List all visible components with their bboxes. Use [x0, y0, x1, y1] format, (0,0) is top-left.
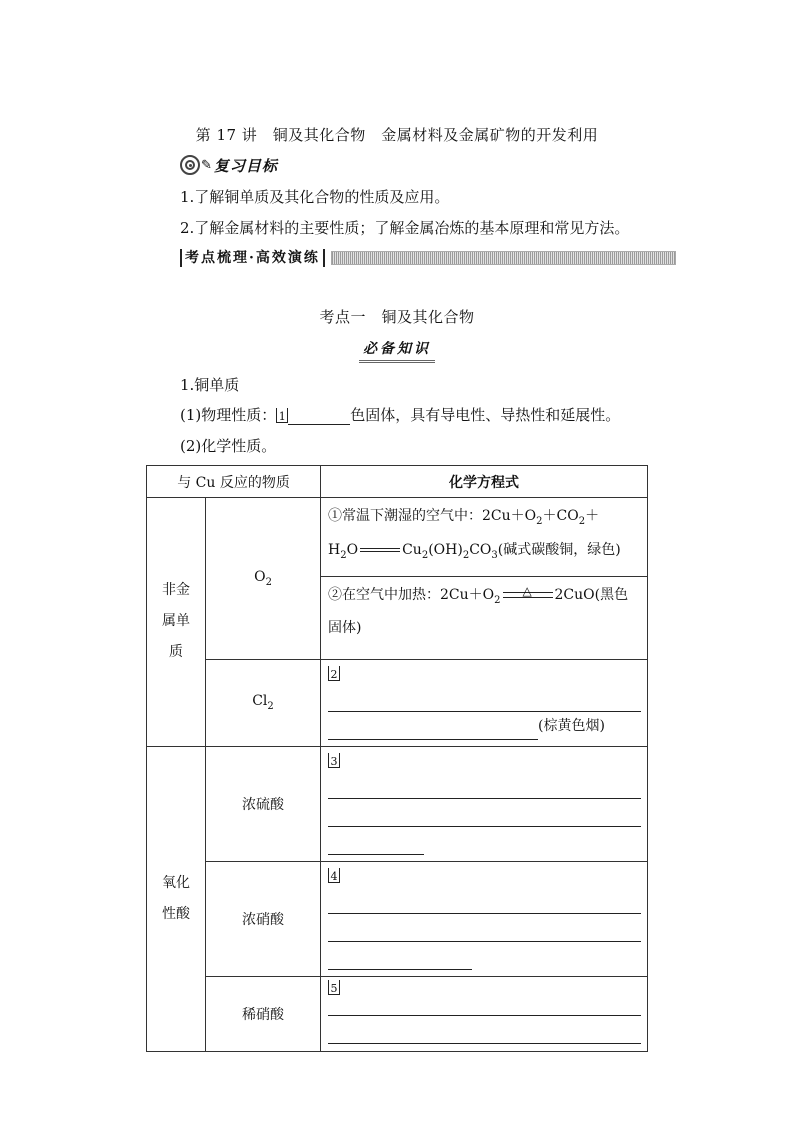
group-nonmetal — [147, 498, 206, 747]
band-pattern — [331, 251, 676, 265]
physical-suffix: 色固体，具有导电性、导热性和延展性。 — [350, 406, 621, 424]
page-title: 第 17 讲 铜及其化合物 金属材料及金属矿物的开发利用 — [195, 126, 599, 144]
header-reactant: 与 Cu 反应的物质 — [147, 466, 321, 498]
answer-blank-3[interactable] — [328, 771, 641, 799]
goal-item-2: 2.了解金属材料的主要性质；了解金属冶炼的基本原理和常见方法。 — [180, 219, 630, 237]
answer-blank-4[interactable] — [328, 886, 641, 914]
reactant-conc-nitric: 浓硝酸 — [206, 861, 321, 976]
reactant-dilute-nitric: 稀硝酸 — [206, 976, 321, 1051]
answer-blank-1[interactable] — [288, 408, 350, 425]
group-oxidizing-acid-label: 氧化性酸 — [162, 874, 190, 922]
cl2-label: Cl — [252, 693, 268, 710]
eq1-part: ＋CO — [542, 508, 579, 524]
answer-blank-5b[interactable] — [328, 1016, 641, 1044]
eq2-sub: 2 — [494, 594, 501, 606]
equation-cl2 — [321, 659, 648, 746]
eq2-part: ②在空气中加热：2Cu＋O — [328, 586, 495, 603]
answer-blank-5[interactable] — [328, 995, 641, 1016]
reactant-o2 — [206, 498, 321, 660]
section-band — [180, 247, 676, 269]
blank-tag-2: 2 — [328, 670, 340, 681]
cl2-sub: 2 — [267, 700, 274, 712]
goal-item-1: 1.了解铜单质及其化合物的性质及应用。 — [180, 188, 450, 206]
blank-tag-3: 3 — [328, 757, 340, 768]
blank-tag-1: 1 — [276, 412, 288, 423]
table-row — [147, 746, 648, 861]
knowledge-label — [0, 338, 794, 363]
section-title: 考点一 铜及其化合物 — [319, 308, 475, 326]
header-equation: 化学方程式 — [321, 466, 648, 498]
eq1-part: ①常温下潮湿的空气中：2Cu＋O — [328, 508, 537, 524]
blank-tag-5: 5 — [328, 984, 340, 995]
reaction-table — [146, 465, 648, 1052]
chemical-properties: (2)化学性质。 — [180, 437, 277, 455]
o2-sub: 2 — [265, 576, 272, 588]
group-nonmetal-label: 非金属单质 — [162, 582, 190, 661]
eq1-part: (碱式碳酸铜，绿色) — [497, 541, 621, 558]
equation-o2-heat — [321, 576, 648, 659]
equation-conc-nitric — [321, 861, 648, 976]
eq2-part: 固体) — [328, 620, 362, 637]
equation-dilute-nitric — [321, 976, 648, 1051]
table-row — [147, 498, 648, 577]
review-goals-heading — [180, 153, 278, 177]
eq1-part: H — [328, 541, 341, 558]
eq1-sub: 3 — [491, 549, 498, 561]
answer-blank-3c[interactable] — [328, 827, 424, 855]
table-header-row — [147, 466, 648, 498]
reactant-cl2 — [206, 659, 321, 746]
eq1-part: O — [346, 541, 359, 558]
eq1-part: Cu — [402, 541, 422, 558]
eq1-sub: 2 — [578, 515, 586, 527]
physical-prefix: (1)物理性质： — [180, 406, 277, 424]
answer-blank-2b[interactable] — [328, 712, 538, 740]
answer-blank-3b[interactable] — [328, 799, 641, 827]
cl2-note: (棕黄色烟) — [538, 717, 605, 734]
target-icon — [180, 155, 200, 175]
equation-conc-sulfuric — [321, 746, 648, 861]
pen-icon: ✎ — [201, 157, 212, 173]
eq1-part: CO — [469, 541, 492, 558]
eq2-part: 2CuO(黑色 — [554, 586, 629, 603]
answer-blank-4c[interactable] — [328, 942, 472, 970]
eq1-part: ＋ — [585, 508, 600, 524]
group-oxidizing-acid — [147, 746, 206, 1051]
copper-heading: 1.铜单质 — [180, 376, 240, 394]
eq1-part: (OH) — [428, 541, 463, 558]
eq1-sub: 2 — [536, 515, 543, 527]
eq1-sub: 2 — [462, 549, 470, 561]
table-row — [147, 659, 648, 746]
table-row — [147, 976, 648, 1051]
eq1-sub: 2 — [421, 549, 429, 561]
band-label: 考点梳理·高效演练 — [180, 249, 325, 267]
blank-tag-4: 4 — [328, 872, 340, 883]
eq1-sub: 2 — [340, 549, 347, 561]
reactant-conc-sulfuric: 浓硫酸 — [206, 746, 321, 861]
heat-triangle-icon: △ — [522, 583, 532, 598]
table-row — [147, 861, 648, 976]
knowledge-label-text: 必备知识 — [359, 338, 435, 363]
heat-equals-sign — [503, 583, 553, 598]
o2-label: O — [254, 568, 266, 585]
review-goals-title: 复习目标 — [213, 156, 278, 175]
answer-blank-2[interactable] — [328, 684, 641, 712]
answer-blank-4b[interactable] — [328, 914, 641, 942]
equals-sign — [360, 548, 400, 552]
physical-properties — [180, 404, 620, 425]
equation-o2-humid — [321, 498, 648, 577]
